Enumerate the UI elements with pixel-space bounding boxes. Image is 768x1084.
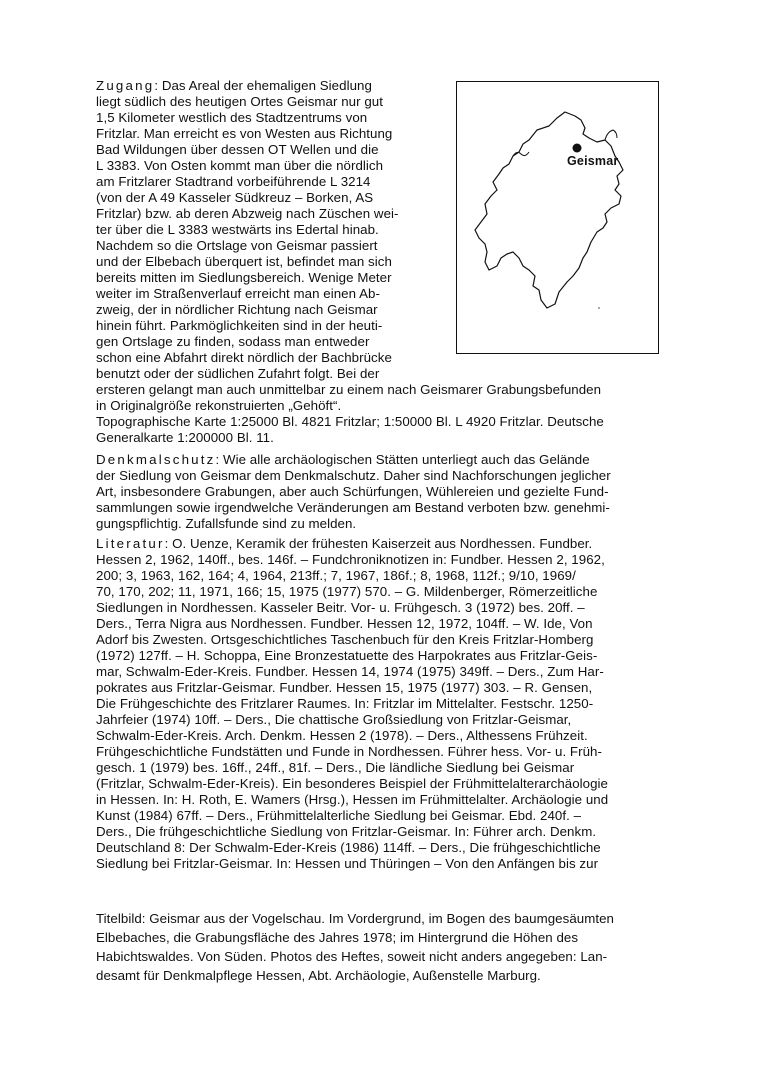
heading-literatur: Literatur xyxy=(96,536,165,551)
text-line: Deutschland 8: Der Schwalm-Eder-Kreis (1986) 114ff. – Ders., Die frühgeschichtliche xyxy=(96,840,601,855)
text-line: gen Ortslage zu finden, sodass man entweder xyxy=(96,334,370,349)
text-line: Habichtswaldes. Von Süden. Photos des Heftes, soweit nicht anders angegeben: Lan- xyxy=(96,949,608,964)
location-map xyxy=(456,81,659,354)
text-line: pokrates aus Fritzlar-Geismar. Fundber. Hessen 15, 1975 (1977) 303. – R. Gensen, xyxy=(96,680,593,695)
text-line: Kunst (1984) 67ff. – Ders., Frühmittelalterliche Siedlung bei Geismar. Ebd. 240f. – xyxy=(96,808,582,823)
text-line: hinein führt. Parkmöglichkeiten sind in der heuti- xyxy=(96,318,383,333)
text-line: Art, insbesondere Grabungen, aber auch Schürfungen, Wühlereien und gezielte Fund- xyxy=(96,484,609,499)
text-line: Titelbild: Geismar aus der Vogelschau. Im Vordergrund, im Bogen des baumgesäumten xyxy=(96,911,614,926)
text-line: mar, Schwalm-Eder-Kreis. Fundber. Hessen 14, 1974 (1975) 349ff. – Ders., Zum Har- xyxy=(96,664,604,679)
text-line: bereits mitten im Siedlungsbereich. Wenige Meter xyxy=(96,270,392,285)
text-line: 1,5 Kilometer westlich des Stadtzentrums von xyxy=(96,110,368,125)
text-line: der Siedlung von Geismar dem Denkmalschutz. Daher sind Nachforschungen jeglicher xyxy=(96,468,611,483)
text-line: Ders., Terra Nigra aus Nordhessen. Fundber. Hessen 12, 1972, 104ff. – W. Ide, Von xyxy=(96,616,593,631)
text-line: Fritzlar. Man erreicht es von Westen aus Richtung xyxy=(96,126,393,141)
text-line: Die Frühgeschichte des Fritzlarer Raumes. In: Fritzlar im Mittelalter. Festschr. 1250- xyxy=(96,696,594,711)
text-line: ter über die L 3383 westwärts ins Edertal hinab. xyxy=(96,222,379,237)
text-line: Zugang: Das Areal der ehemaligen Siedlung xyxy=(96,78,372,93)
text-line: (von der A 49 Kasseler Südkreuz – Borken, AS xyxy=(96,190,374,205)
text-line: Fritzlar) bzw. ab deren Abzweig nach Züschen wei- xyxy=(96,206,399,221)
text-line: Elbebaches, die Grabungsfläche des Jahres 1978; im Hintergrund die Höhen des xyxy=(96,930,579,945)
text-line: 70, 170, 202; 11, 1971, 166; 15, 1975 (1977) 570. – G. Mildenberger, Römerzeitliche xyxy=(96,584,598,599)
text-line: Nachdem so die Ortslage von Geismar passiert xyxy=(96,238,378,253)
heading-zugang: Zugang xyxy=(96,78,155,93)
text-line: Bad Wildungen über dessen OT Wellen und die xyxy=(96,142,379,157)
text-line: weiter im Straßenverlauf erreicht man einen Ab- xyxy=(96,286,380,301)
text-line: ersteren gelangt man auch unmittelbar zu einem nach Geismarer Grabungsbefunden xyxy=(96,382,602,397)
text-line: zweig, der in nördlicher Richtung nach Geismar xyxy=(96,302,378,317)
hesse-outline-map-icon xyxy=(457,82,660,355)
text-line: liegt südlich des heutigen Ortes Geismar nur gut xyxy=(96,94,383,109)
text-line: sammlungen sowie irgendwelche Veränderungen am Bestand verboten bzw. genehmi- xyxy=(96,500,610,515)
text-line: Siedlung bei Fritzlar-Geismar. In: Hessen und Thüringen – Von den Anfängen bis zur xyxy=(96,856,599,871)
text-line: Hessen 2, 1962, 140ff., bes. 146f. – Fundchroniknotizen in: Fundber. Hessen 2, 1962, xyxy=(96,552,605,567)
text-line: und der Elbebach überquert ist, befindet man sich xyxy=(96,254,392,269)
text-line: (Fritzlar, Schwalm-Eder-Kreis). Ein besonderes Beispiel der Frühmittelalterarchäologie xyxy=(96,776,608,791)
text-line: gungspflichtig. Zufallsfunde sind zu melden. xyxy=(96,516,357,531)
geismar-marker-icon xyxy=(573,144,582,153)
map-place-label: Geismar xyxy=(567,154,619,168)
text-line: L 3383. Von Osten kommt man über die nördlich xyxy=(96,158,384,173)
text-line: 200; 3, 1963, 162, 164; 4, 1964, 213ff.; 7, 1967, 186f.; 8, 1968, 112f.; 9/10, 1969/ xyxy=(96,568,576,583)
text-line: Literatur: O. Uenze, Keramik der frühesten Kaiserzeit aus Nordhessen. Fundber. xyxy=(96,536,593,551)
text-line: gesch. 1 (1979) bes. 16ff., 24ff., 81f. – Ders., Die ländliche Siedlung bei Geismar xyxy=(96,760,575,775)
text-line: Schwalm-Eder-Kreis. Arch. Denkm. Hessen 2 (1978). – Ders., Althessens Frühzeit. xyxy=(96,728,588,743)
text-line: Topographische Karte 1:25000 Bl. 4821 Fritzlar; 1:50000 Bl. L 4920 Fritzlar. Deutsche xyxy=(96,414,604,429)
text-line: (1972) 127ff. – H. Schoppa, Eine Bronzestatuette des Harpokrates aus Fritzlar-Geis- xyxy=(96,648,598,663)
text-line: in Hessen. In: H. Roth, E. Wamers (Hrsg.), Hessen im Frühmittelalter. Archäologie und xyxy=(96,792,609,807)
text-line: Frühgeschichtliche Fundstätten und Funde in Nordhessen. Führer hess. Vor- u. Früh- xyxy=(96,744,602,759)
text-line: am Fritzlarer Stadtrand vorbeiführende L 3214 xyxy=(96,174,371,189)
text-line: desamt für Denkmalpflege Hessen, Abt. Archäologie, Außenstelle Marburg. xyxy=(96,968,541,983)
text-line: in Originalgröße rekonstruierten „Gehöft“. xyxy=(96,398,342,413)
text-line: Denkmalschutz: Wie alle archäologischen Stätten unterliegt auch das Gelände xyxy=(96,452,590,467)
text-line: Jahrfeier (1974) 10ff. – Ders., Die chattische Großsiedlung von Fritzlar-Geismar, xyxy=(96,712,572,727)
heading-denkmalschutz: Denkmalschutz xyxy=(96,452,216,467)
text-line: Siedlungen in Nordhessen. Kasseler Beitr. Vor- u. Frühgesch. 3 (1972) bes. 20ff. – xyxy=(96,600,585,615)
text-line: Generalkarte 1:200000 Bl. 11. xyxy=(96,430,274,445)
text-line: benutzt oder der südlichen Zufahrt folgt. Bei der xyxy=(96,366,380,381)
text-line: Ders., Die frühgeschichtliche Siedlung von Fritzlar-Geismar. In: Führer arch. Denkm. xyxy=(96,824,597,839)
text-line: schon eine Abfahrt direkt nördlich der Bachbrücke xyxy=(96,350,392,365)
text-line: Adorf bis Zwesten. Ortsgeschichtliches Taschenbuch für den Kreis Fritzlar-Homberg xyxy=(96,632,594,647)
